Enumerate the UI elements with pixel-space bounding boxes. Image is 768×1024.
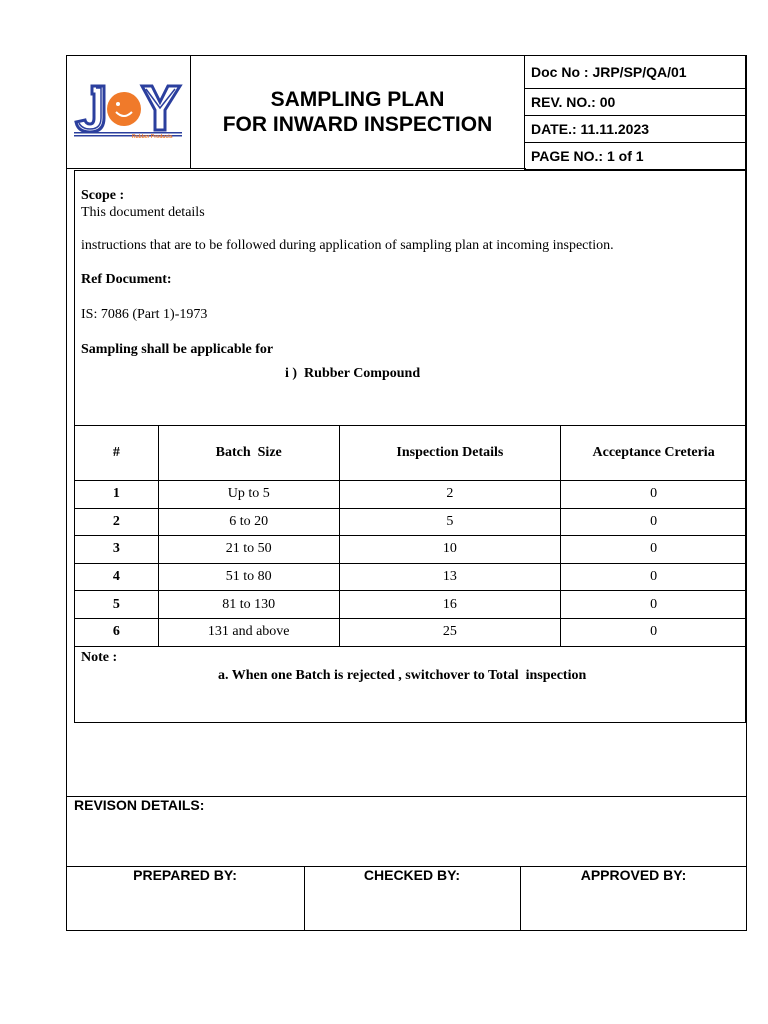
acceptance-criteria: 0	[561, 481, 747, 509]
scope-text-1: This document details	[81, 205, 205, 220]
company-logo	[74, 82, 186, 142]
ref-document-label: Ref Document:	[81, 272, 172, 287]
row-number: 5	[75, 591, 159, 619]
note-text: a. When one Batch is rejected , switchover to Total inspection	[218, 668, 587, 683]
revision-details-label: REVISON DETAILS:	[74, 797, 205, 813]
document-title	[191, 55, 524, 169]
table-row	[75, 481, 747, 509]
title-line-1: SAMPLING PLAN	[270, 88, 445, 111]
inspection-details: 2	[339, 481, 561, 509]
table-row	[75, 618, 747, 646]
acceptance-criteria: 0	[561, 508, 747, 536]
inspection-details: 5	[339, 508, 561, 536]
checked-by-label: CHECKED BY:	[363, 867, 461, 883]
inspection-details: 25	[339, 618, 561, 646]
scope-label: Scope :	[81, 188, 125, 203]
batch-size: 21 to 50	[158, 536, 339, 564]
table-row	[75, 591, 747, 619]
row-number: 1	[75, 481, 159, 509]
rev-no: REV. NO.: 00	[524, 88, 747, 116]
header-acceptance-criteria: Acceptance Creteria	[561, 426, 747, 481]
batch-size: 81 to 130	[158, 591, 339, 619]
header-number: #	[75, 426, 159, 481]
batch-size: 51 to 80	[158, 563, 339, 591]
header-inspection-details: Inspection Details	[339, 426, 561, 481]
acceptance-criteria: 0	[561, 591, 747, 619]
doc-date: DATE.: 11.11.2023	[524, 115, 747, 143]
row-number: 4	[75, 563, 159, 591]
note-label: Note :	[81, 650, 118, 665]
applicable-item: i ) Rubber Compound	[285, 366, 421, 381]
document-meta	[524, 55, 747, 170]
table-row	[75, 508, 747, 536]
acceptance-criteria: 0	[561, 618, 747, 646]
row-number: 3	[75, 536, 159, 564]
table-row	[75, 563, 747, 591]
inspection-details: 13	[339, 563, 561, 591]
batch-size: Up to 5	[158, 481, 339, 509]
acceptance-criteria: 0	[561, 563, 747, 591]
applicable-label: Sampling shall be applicable for	[81, 342, 274, 357]
page-no: PAGE NO.: 1 of 1	[524, 142, 747, 170]
inspection-details: 10	[339, 536, 561, 564]
table-row	[75, 536, 747, 564]
sampling-table	[74, 425, 747, 647]
title-line-2: FOR INWARD INSPECTION	[222, 113, 493, 136]
ref-document-value: IS: 7086 (Part 1)-1973	[81, 307, 208, 322]
batch-size: 6 to 20	[158, 508, 339, 536]
row-number: 2	[75, 508, 159, 536]
row-number: 6	[75, 618, 159, 646]
scope-text-2: instructions that are to be followed during application of sampling plan at incoming inspection.	[81, 238, 614, 253]
header-batch-size: Batch Size	[158, 426, 339, 481]
logo-tagline: Rubber Products	[132, 134, 173, 140]
acceptance-criteria: 0	[561, 536, 747, 564]
doc-no: Doc No : JRP/SP/QA/01	[524, 55, 747, 89]
table-header-row	[75, 426, 747, 481]
inspection-details: 16	[339, 591, 561, 619]
approved-by-label: APPROVED BY:	[580, 867, 687, 883]
prepared-by-label: PREPARED BY:	[133, 867, 237, 883]
batch-size: 131 and above	[158, 618, 339, 646]
